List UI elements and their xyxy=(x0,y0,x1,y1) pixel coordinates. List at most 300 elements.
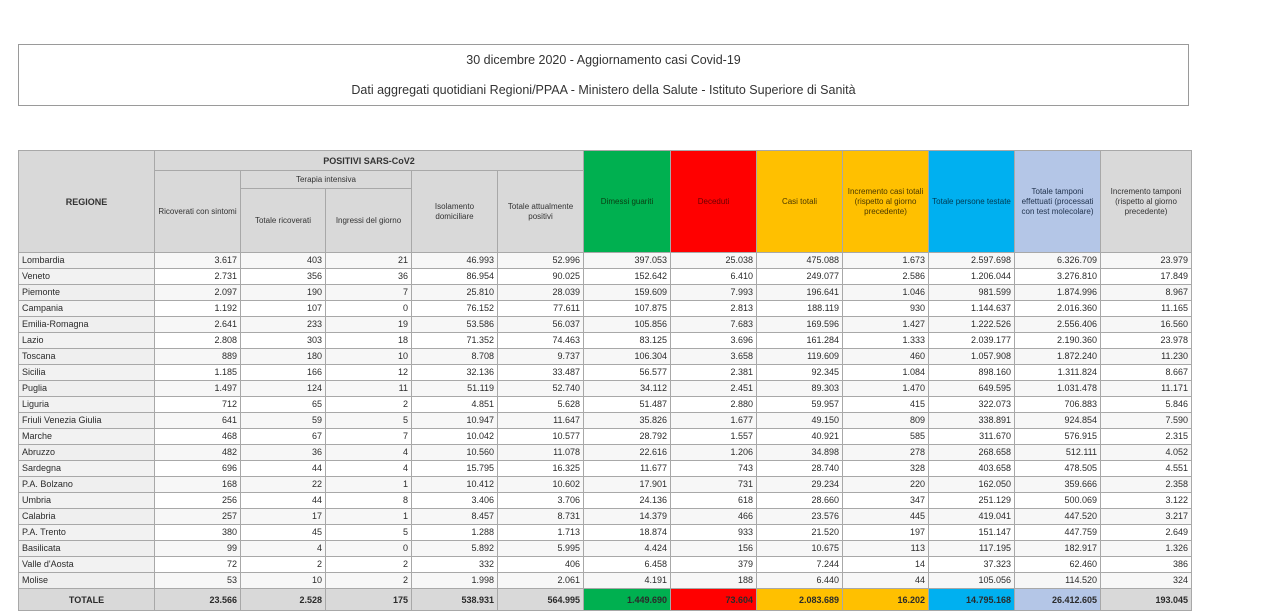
cell-ti-ingressi: 0 xyxy=(326,541,412,557)
cell-totale-positivi: 2.061 xyxy=(498,573,584,589)
cell-isolamento: 32.136 xyxy=(412,365,498,381)
cell-incremento-casi: 460 xyxy=(843,349,929,365)
table-row xyxy=(19,525,1192,541)
cell-persone-testate: 162.050 xyxy=(929,477,1015,493)
table-row xyxy=(19,333,1192,349)
cell-isolamento: 1.998 xyxy=(412,573,498,589)
cell-ti-totale: 107 xyxy=(241,301,326,317)
cell-ricoverati: 1.192 xyxy=(155,301,241,317)
cell-totale-positivi: 406 xyxy=(498,557,584,573)
cell-casi-totali: 34.898 xyxy=(757,445,843,461)
cell-ti-ingressi: 19 xyxy=(326,317,412,333)
total-incremento-tamponi: 193.045 xyxy=(1101,589,1192,611)
cell-incremento-tamponi: 1.326 xyxy=(1101,541,1192,557)
cell-casi-totali: 10.675 xyxy=(757,541,843,557)
col-ti-totale: Totale ricoverati xyxy=(241,189,326,253)
bulletin-subtitle: Dati aggregati quotidiani Regioni/PPAA - Ministero della Salute - Istituto Superiore di Sanità xyxy=(351,83,856,97)
cell-tamponi: 447.759 xyxy=(1015,525,1101,541)
cell-persone-testate: 322.073 xyxy=(929,397,1015,413)
cell-regione: Basilicata xyxy=(19,541,155,557)
cell-incremento-tamponi: 2.358 xyxy=(1101,477,1192,493)
cell-ricoverati: 72 xyxy=(155,557,241,573)
cell-casi-totali: 40.921 xyxy=(757,429,843,445)
cell-persone-testate: 338.891 xyxy=(929,413,1015,429)
cell-ti-ingressi: 10 xyxy=(326,349,412,365)
cell-ti-totale: 166 xyxy=(241,365,326,381)
cell-ti-totale: 22 xyxy=(241,477,326,493)
cell-deceduti: 933 xyxy=(671,525,757,541)
cell-isolamento: 76.152 xyxy=(412,301,498,317)
cell-dimessi: 14.379 xyxy=(584,509,671,525)
table-row xyxy=(19,317,1192,333)
cell-casi-totali: 475.088 xyxy=(757,253,843,269)
cell-totale-positivi: 10.602 xyxy=(498,477,584,493)
covid-regions-table xyxy=(18,150,1192,611)
cell-persone-testate: 1.057.908 xyxy=(929,349,1015,365)
cell-persone-testate: 403.658 xyxy=(929,461,1015,477)
cell-ricoverati: 468 xyxy=(155,429,241,445)
cell-isolamento: 25.810 xyxy=(412,285,498,301)
table-row xyxy=(19,269,1192,285)
cell-deceduti: 743 xyxy=(671,461,757,477)
cell-persone-testate: 1.206.044 xyxy=(929,269,1015,285)
cell-persone-testate: 37.323 xyxy=(929,557,1015,573)
col-isolamento: Isolamento domiciliare xyxy=(412,171,498,253)
cell-regione: Veneto xyxy=(19,269,155,285)
cell-ti-totale: 44 xyxy=(241,461,326,477)
col-casi-totali: Casi totali xyxy=(757,151,843,253)
cell-casi-totali: 188.119 xyxy=(757,301,843,317)
cell-isolamento: 5.892 xyxy=(412,541,498,557)
cell-ti-ingressi: 18 xyxy=(326,333,412,349)
cell-persone-testate: 2.597.698 xyxy=(929,253,1015,269)
cell-incremento-casi: 1.333 xyxy=(843,333,929,349)
cell-incremento-casi: 445 xyxy=(843,509,929,525)
cell-tamponi: 2.190.360 xyxy=(1015,333,1101,349)
cell-dimessi: 159.609 xyxy=(584,285,671,301)
total-persone-testate: 14.795.168 xyxy=(929,589,1015,611)
cell-incremento-tamponi: 5.846 xyxy=(1101,397,1192,413)
cell-ti-ingressi: 8 xyxy=(326,493,412,509)
total-regione: TOTALE xyxy=(19,589,155,611)
total-tamponi: 26.412.605 xyxy=(1015,589,1101,611)
cell-incremento-casi: 585 xyxy=(843,429,929,445)
cell-tamponi: 6.326.709 xyxy=(1015,253,1101,269)
cell-dimessi: 17.901 xyxy=(584,477,671,493)
cell-casi-totali: 49.150 xyxy=(757,413,843,429)
cell-incremento-casi: 2.586 xyxy=(843,269,929,285)
cell-regione: Emilia-Romagna xyxy=(19,317,155,333)
cell-tamponi: 1.874.996 xyxy=(1015,285,1101,301)
cell-regione: Abruzzo xyxy=(19,445,155,461)
col-persone-testate: Totale persone testate xyxy=(929,151,1015,253)
cell-casi-totali: 21.520 xyxy=(757,525,843,541)
header-box xyxy=(18,44,1189,106)
cell-totale-positivi: 74.463 xyxy=(498,333,584,349)
cell-incremento-tamponi: 2.315 xyxy=(1101,429,1192,445)
col-deceduti: Deceduti xyxy=(671,151,757,253)
cell-persone-testate: 105.056 xyxy=(929,573,1015,589)
cell-regione: Umbria xyxy=(19,493,155,509)
cell-ti-ingressi: 2 xyxy=(326,573,412,589)
col-incremento-casi: Incremento casi totali (rispetto al giorno precedente) xyxy=(843,151,929,253)
cell-deceduti: 7.993 xyxy=(671,285,757,301)
total-casi-totali: 2.083.689 xyxy=(757,589,843,611)
cell-incremento-tamponi: 2.649 xyxy=(1101,525,1192,541)
cell-incremento-tamponi: 11.165 xyxy=(1101,301,1192,317)
cell-deceduti: 1.206 xyxy=(671,445,757,461)
cell-dimessi: 105.856 xyxy=(584,317,671,333)
cell-ricoverati: 696 xyxy=(155,461,241,477)
cell-ricoverati: 99 xyxy=(155,541,241,557)
cell-deceduti: 618 xyxy=(671,493,757,509)
cell-casi-totali: 7.244 xyxy=(757,557,843,573)
total-totale-positivi: 564.995 xyxy=(498,589,584,611)
cell-ti-ingressi: 11 xyxy=(326,381,412,397)
cell-isolamento: 15.795 xyxy=(412,461,498,477)
cell-tamponi: 500.069 xyxy=(1015,493,1101,509)
cell-dimessi: 22.616 xyxy=(584,445,671,461)
cell-incremento-casi: 1.427 xyxy=(843,317,929,333)
cell-isolamento: 1.288 xyxy=(412,525,498,541)
cell-deceduti: 3.658 xyxy=(671,349,757,365)
col-tamponi: Totale tamponi effettuati (processati con test molecolare) xyxy=(1015,151,1101,253)
table-row xyxy=(19,429,1192,445)
cell-deceduti: 1.677 xyxy=(671,413,757,429)
cell-ricoverati: 3.617 xyxy=(155,253,241,269)
cell-incremento-tamponi: 3.122 xyxy=(1101,493,1192,509)
cell-isolamento: 10.412 xyxy=(412,477,498,493)
terapia-group-header: Terapia intensiva xyxy=(241,171,412,189)
cell-tamponi: 1.872.240 xyxy=(1015,349,1101,365)
cell-dimessi: 107.875 xyxy=(584,301,671,317)
cell-ricoverati: 2.097 xyxy=(155,285,241,301)
cell-totale-positivi: 8.731 xyxy=(498,509,584,525)
cell-totale-positivi: 28.039 xyxy=(498,285,584,301)
covid-table-container xyxy=(18,150,1190,611)
cell-deceduti: 2.381 xyxy=(671,365,757,381)
col-ricoverati: Ricoverati con sintomi xyxy=(155,171,241,253)
cell-isolamento: 3.406 xyxy=(412,493,498,509)
cell-tamponi: 2.016.360 xyxy=(1015,301,1101,317)
cell-ti-totale: 45 xyxy=(241,525,326,541)
cell-ti-ingressi: 1 xyxy=(326,509,412,525)
cell-persone-testate: 898.160 xyxy=(929,365,1015,381)
cell-incremento-tamponi: 386 xyxy=(1101,557,1192,573)
cell-ti-ingressi: 4 xyxy=(326,461,412,477)
cell-tamponi: 512.111 xyxy=(1015,445,1101,461)
cell-totale-positivi: 52.996 xyxy=(498,253,584,269)
cell-casi-totali: 6.440 xyxy=(757,573,843,589)
cell-persone-testate: 1.222.526 xyxy=(929,317,1015,333)
cell-ti-ingressi: 7 xyxy=(326,429,412,445)
cell-deceduti: 7.683 xyxy=(671,317,757,333)
cell-tamponi: 576.915 xyxy=(1015,429,1101,445)
cell-incremento-tamponi: 16.560 xyxy=(1101,317,1192,333)
col-ti-ingressi: Ingressi del giorno xyxy=(326,189,412,253)
cell-dimessi: 106.304 xyxy=(584,349,671,365)
cell-isolamento: 8.708 xyxy=(412,349,498,365)
cell-deceduti: 3.696 xyxy=(671,333,757,349)
cell-totale-positivi: 10.577 xyxy=(498,429,584,445)
table-row xyxy=(19,285,1192,301)
cell-dimessi: 152.642 xyxy=(584,269,671,285)
cell-tamponi: 924.854 xyxy=(1015,413,1101,429)
cell-persone-testate: 2.039.177 xyxy=(929,333,1015,349)
cell-incremento-tamponi: 8.967 xyxy=(1101,285,1192,301)
cell-deceduti: 2.451 xyxy=(671,381,757,397)
cell-ti-totale: 17 xyxy=(241,509,326,525)
cell-ti-ingressi: 4 xyxy=(326,445,412,461)
table-body xyxy=(19,253,1192,589)
cell-persone-testate: 1.144.637 xyxy=(929,301,1015,317)
total-deceduti: 73.604 xyxy=(671,589,757,611)
cell-tamponi: 182.917 xyxy=(1015,541,1101,557)
cell-ti-ingressi: 5 xyxy=(326,525,412,541)
cell-regione: Lazio xyxy=(19,333,155,349)
cell-totale-positivi: 90.025 xyxy=(498,269,584,285)
cell-deceduti: 379 xyxy=(671,557,757,573)
cell-ti-totale: 65 xyxy=(241,397,326,413)
cell-ricoverati: 641 xyxy=(155,413,241,429)
cell-deceduti: 25.038 xyxy=(671,253,757,269)
cell-deceduti: 731 xyxy=(671,477,757,493)
cell-deceduti: 2.813 xyxy=(671,301,757,317)
col-dimessi-guariti: Dimessi guariti xyxy=(584,151,671,253)
cell-persone-testate: 268.658 xyxy=(929,445,1015,461)
cell-totale-positivi: 9.737 xyxy=(498,349,584,365)
cell-ti-totale: 67 xyxy=(241,429,326,445)
cell-incremento-casi: 197 xyxy=(843,525,929,541)
cell-ricoverati: 53 xyxy=(155,573,241,589)
table-row xyxy=(19,477,1192,493)
cell-ti-totale: 44 xyxy=(241,493,326,509)
cell-ti-totale: 10 xyxy=(241,573,326,589)
cell-persone-testate: 151.147 xyxy=(929,525,1015,541)
cell-isolamento: 10.042 xyxy=(412,429,498,445)
cell-ricoverati: 712 xyxy=(155,397,241,413)
cell-regione: Toscana xyxy=(19,349,155,365)
cell-incremento-tamponi: 17.849 xyxy=(1101,269,1192,285)
cell-isolamento: 53.586 xyxy=(412,317,498,333)
cell-casi-totali: 196.641 xyxy=(757,285,843,301)
cell-tamponi: 447.520 xyxy=(1015,509,1101,525)
cell-persone-testate: 981.599 xyxy=(929,285,1015,301)
cell-casi-totali: 28.740 xyxy=(757,461,843,477)
cell-ti-ingressi: 5 xyxy=(326,413,412,429)
cell-incremento-casi: 14 xyxy=(843,557,929,573)
cell-ti-ingressi: 7 xyxy=(326,285,412,301)
cell-ricoverati: 2.641 xyxy=(155,317,241,333)
cell-isolamento: 10.947 xyxy=(412,413,498,429)
cell-regione: Valle d'Aosta xyxy=(19,557,155,573)
cell-isolamento: 8.457 xyxy=(412,509,498,525)
cell-ti-ingressi: 1 xyxy=(326,477,412,493)
cell-dimessi: 34.112 xyxy=(584,381,671,397)
cell-isolamento: 46.993 xyxy=(412,253,498,269)
cell-ti-ingressi: 12 xyxy=(326,365,412,381)
cell-regione: P.A. Trento xyxy=(19,525,155,541)
cell-deceduti: 2.880 xyxy=(671,397,757,413)
cell-incremento-casi: 809 xyxy=(843,413,929,429)
table-row xyxy=(19,541,1192,557)
cell-ti-ingressi: 2 xyxy=(326,397,412,413)
cell-tamponi: 359.666 xyxy=(1015,477,1101,493)
cell-ti-totale: 4 xyxy=(241,541,326,557)
cell-totale-positivi: 11.078 xyxy=(498,445,584,461)
cell-deceduti: 6.410 xyxy=(671,269,757,285)
cell-casi-totali: 29.234 xyxy=(757,477,843,493)
cell-tamponi: 2.556.406 xyxy=(1015,317,1101,333)
cell-regione: Piemonte xyxy=(19,285,155,301)
cell-incremento-casi: 930 xyxy=(843,301,929,317)
cell-ricoverati: 256 xyxy=(155,493,241,509)
cell-dimessi: 4.424 xyxy=(584,541,671,557)
cell-ricoverati: 380 xyxy=(155,525,241,541)
cell-totale-positivi: 5.628 xyxy=(498,397,584,413)
cell-ti-totale: 233 xyxy=(241,317,326,333)
cell-incremento-casi: 415 xyxy=(843,397,929,413)
table-row xyxy=(19,461,1192,477)
cell-dimessi: 83.125 xyxy=(584,333,671,349)
cell-regione: P.A. Bolzano xyxy=(19,477,155,493)
cell-casi-totali: 119.609 xyxy=(757,349,843,365)
cell-incremento-casi: 1.673 xyxy=(843,253,929,269)
cell-dimessi: 35.826 xyxy=(584,413,671,429)
cell-dimessi: 6.458 xyxy=(584,557,671,573)
cell-incremento-casi: 44 xyxy=(843,573,929,589)
cell-isolamento: 332 xyxy=(412,557,498,573)
cell-tamponi: 3.276.810 xyxy=(1015,269,1101,285)
cell-ti-ingressi: 2 xyxy=(326,557,412,573)
cell-dimessi: 4.191 xyxy=(584,573,671,589)
cell-tamponi: 114.520 xyxy=(1015,573,1101,589)
cell-deceduti: 156 xyxy=(671,541,757,557)
cell-ti-totale: 36 xyxy=(241,445,326,461)
cell-ricoverati: 1.497 xyxy=(155,381,241,397)
cell-regione: Calabria xyxy=(19,509,155,525)
cell-isolamento: 51.119 xyxy=(412,381,498,397)
cell-ti-ingressi: 36 xyxy=(326,269,412,285)
cell-ricoverati: 1.185 xyxy=(155,365,241,381)
cell-tamponi: 1.031.478 xyxy=(1015,381,1101,397)
cell-totale-positivi: 77.611 xyxy=(498,301,584,317)
cell-dimessi: 51.487 xyxy=(584,397,671,413)
table-row xyxy=(19,365,1192,381)
cell-casi-totali: 249.077 xyxy=(757,269,843,285)
cell-dimessi: 11.677 xyxy=(584,461,671,477)
cell-incremento-tamponi: 7.590 xyxy=(1101,413,1192,429)
cell-ti-totale: 2 xyxy=(241,557,326,573)
table-row xyxy=(19,253,1192,269)
cell-incremento-casi: 220 xyxy=(843,477,929,493)
cell-ricoverati: 2.808 xyxy=(155,333,241,349)
cell-ti-ingressi: 21 xyxy=(326,253,412,269)
cell-persone-testate: 251.129 xyxy=(929,493,1015,509)
cell-regione: Marche xyxy=(19,429,155,445)
table-row xyxy=(19,573,1192,589)
cell-casi-totali: 169.596 xyxy=(757,317,843,333)
cell-dimessi: 28.792 xyxy=(584,429,671,445)
cell-totale-positivi: 1.713 xyxy=(498,525,584,541)
cell-ricoverati: 168 xyxy=(155,477,241,493)
cell-casi-totali: 89.303 xyxy=(757,381,843,397)
cell-ricoverati: 257 xyxy=(155,509,241,525)
cell-incremento-casi: 113 xyxy=(843,541,929,557)
cell-regione: Campania xyxy=(19,301,155,317)
cell-regione: Lombardia xyxy=(19,253,155,269)
cell-regione: Sicilia xyxy=(19,365,155,381)
total-ti-ingressi: 175 xyxy=(326,589,412,611)
cell-incremento-tamponi: 23.978 xyxy=(1101,333,1192,349)
cell-deceduti: 188 xyxy=(671,573,757,589)
cell-regione: Sardegna xyxy=(19,461,155,477)
table-row xyxy=(19,301,1192,317)
cell-casi-totali: 59.957 xyxy=(757,397,843,413)
cell-incremento-tamponi: 4.551 xyxy=(1101,461,1192,477)
cell-ricoverati: 2.731 xyxy=(155,269,241,285)
cell-incremento-tamponi: 11.230 xyxy=(1101,349,1192,365)
cell-ti-totale: 356 xyxy=(241,269,326,285)
cell-tamponi: 706.883 xyxy=(1015,397,1101,413)
cell-casi-totali: 92.345 xyxy=(757,365,843,381)
cell-isolamento: 86.954 xyxy=(412,269,498,285)
table-row xyxy=(19,397,1192,413)
cell-deceduti: 1.557 xyxy=(671,429,757,445)
cell-dimessi: 56.577 xyxy=(584,365,671,381)
cell-ricoverati: 482 xyxy=(155,445,241,461)
cell-totale-positivi: 52.740 xyxy=(498,381,584,397)
cell-totale-positivi: 3.706 xyxy=(498,493,584,509)
col-regione: REGIONE xyxy=(19,151,155,253)
total-dimessi: 1.449.690 xyxy=(584,589,671,611)
cell-isolamento: 71.352 xyxy=(412,333,498,349)
cell-incremento-casi: 347 xyxy=(843,493,929,509)
table-row xyxy=(19,493,1192,509)
cell-dimessi: 397.053 xyxy=(584,253,671,269)
total-row xyxy=(19,589,1192,611)
cell-incremento-tamponi: 324 xyxy=(1101,573,1192,589)
cell-incremento-casi: 1.470 xyxy=(843,381,929,397)
cell-persone-testate: 117.195 xyxy=(929,541,1015,557)
cell-incremento-tamponi: 4.052 xyxy=(1101,445,1192,461)
cell-totale-positivi: 5.995 xyxy=(498,541,584,557)
cell-persone-testate: 311.670 xyxy=(929,429,1015,445)
cell-totale-positivi: 11.647 xyxy=(498,413,584,429)
cell-incremento-casi: 328 xyxy=(843,461,929,477)
total-incremento-casi: 16.202 xyxy=(843,589,929,611)
cell-tamponi: 62.460 xyxy=(1015,557,1101,573)
cell-regione: Friuli Venezia Giulia xyxy=(19,413,155,429)
table-row xyxy=(19,349,1192,365)
cell-regione: Liguria xyxy=(19,397,155,413)
cell-incremento-casi: 278 xyxy=(843,445,929,461)
table-row xyxy=(19,509,1192,525)
cell-totale-positivi: 33.487 xyxy=(498,365,584,381)
total-isolamento: 538.931 xyxy=(412,589,498,611)
cell-tamponi: 1.311.824 xyxy=(1015,365,1101,381)
cell-dimessi: 18.874 xyxy=(584,525,671,541)
cell-ricoverati: 889 xyxy=(155,349,241,365)
cell-incremento-tamponi: 23.979 xyxy=(1101,253,1192,269)
cell-deceduti: 466 xyxy=(671,509,757,525)
col-incremento-tamponi: Incremento tamponi (rispetto al giorno precedente) xyxy=(1101,151,1192,253)
cell-persone-testate: 419.041 xyxy=(929,509,1015,525)
cell-incremento-casi: 1.046 xyxy=(843,285,929,301)
cell-persone-testate: 649.595 xyxy=(929,381,1015,397)
cell-ti-totale: 59 xyxy=(241,413,326,429)
col-totale-positivi: Totale attualmente positivi xyxy=(498,171,584,253)
